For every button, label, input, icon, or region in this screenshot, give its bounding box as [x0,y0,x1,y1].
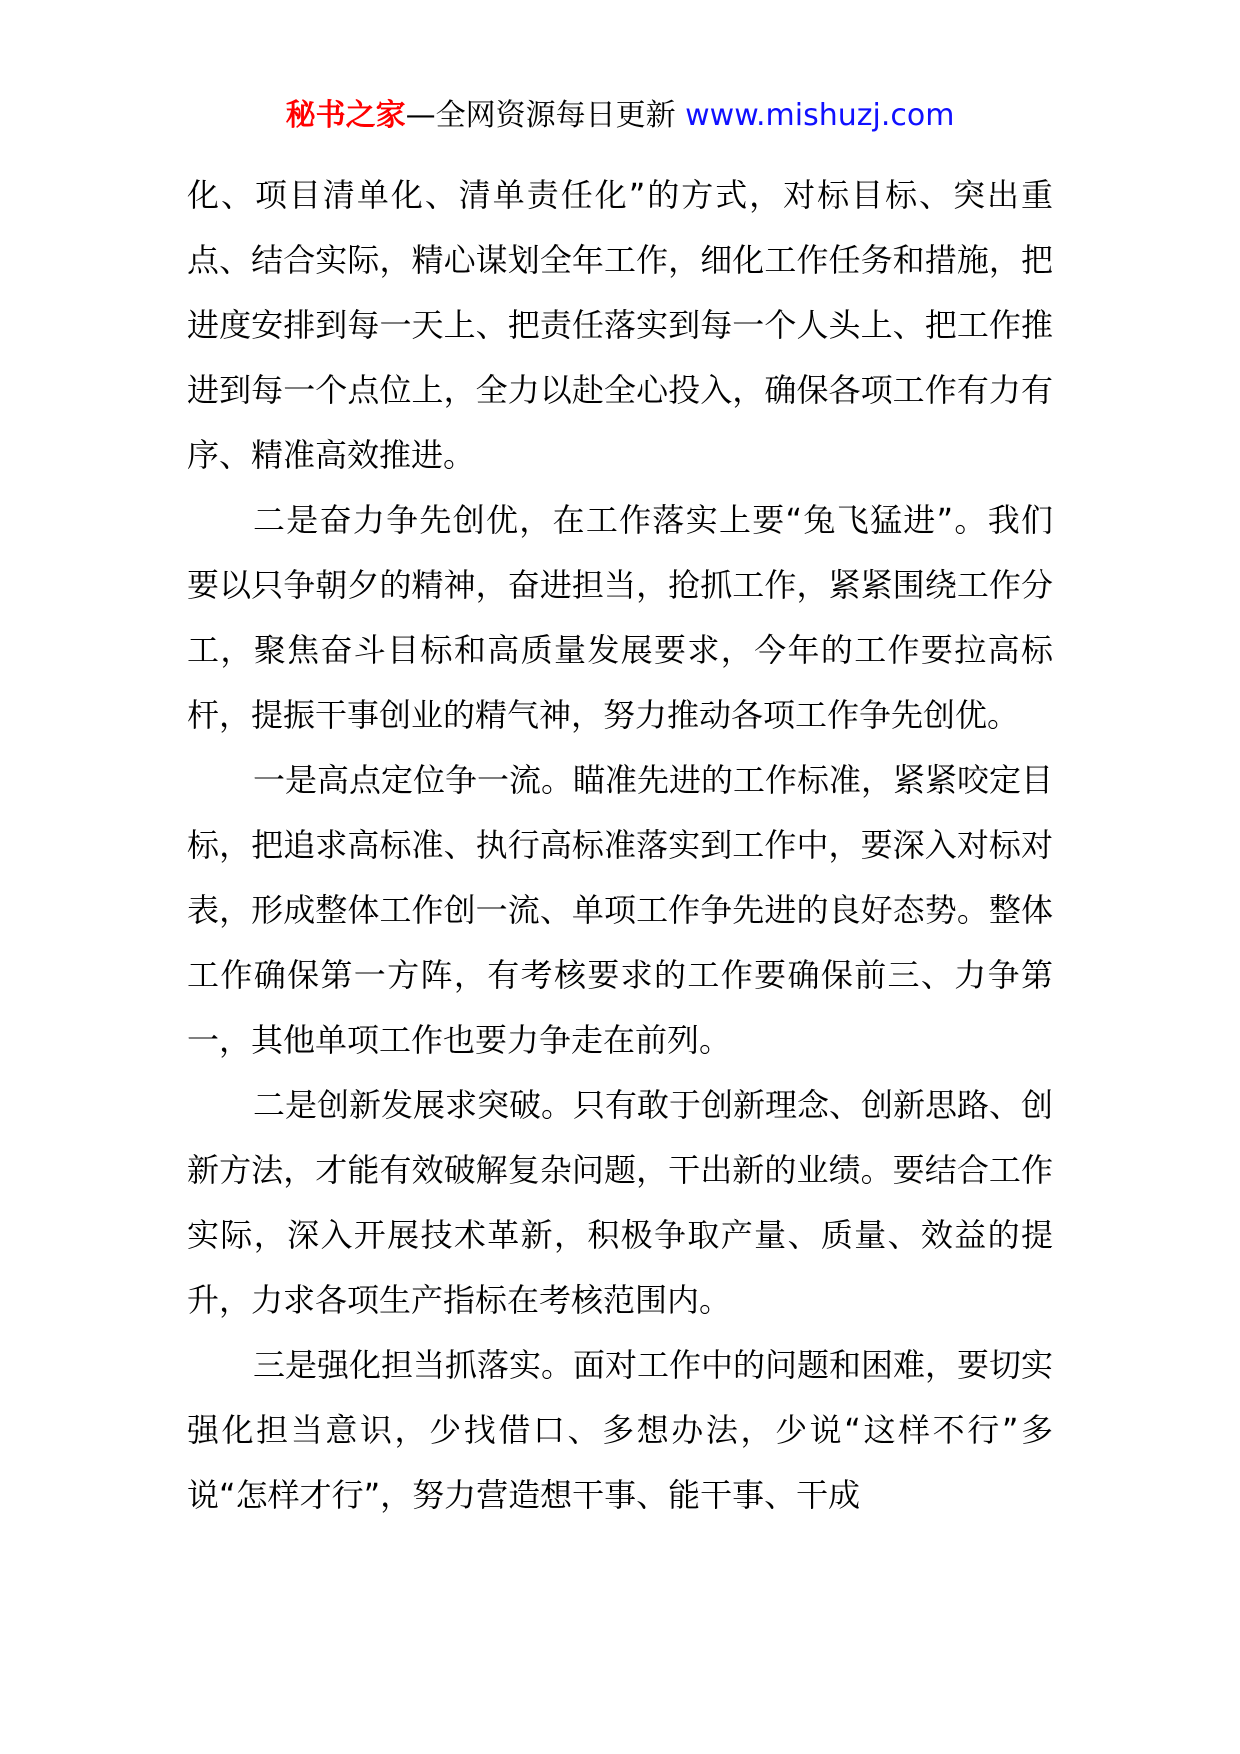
paragraph-point-2: 二是创新发展求突破。只有敢于创新理念、创新思路、创新方法，才能有效破解复杂问题，干出新的业绩。要结合工作实际，深入开展技术革新，积极争取产量、质量、效益的提升，力求各项生产指标在考核范围内。 [187,1086,1054,1319]
paragraph-point-3: 三是强化担当抓落实。面对工作中的问题和困难，要切实强化担当意识，少找借口、多想办法，少说“这样不行”多说“怎样才行”，努力营造想干事、能干事、干成 [187,1346,1054,1514]
page-header [0,96,1240,136]
paragraph-continuation: 化、项目清单化、清单责任化”的方式，对标目标、突出重点、结合实际，精心谋划全年工作，细化工作任务和措施，把进度安排到每一天上、把责任落实到每一个人头上、把工作推进到每一个点位上，全力以赴全心投入，确保各项工作有力有序、精准高效推进。 [187,176,1053,474]
header-tagline: —全网资源每日更新 [405,98,676,133]
document-body [187,163,1053,1528]
brand-name: 秘书之家 [285,98,406,133]
website-link[interactable]: www.mishuzj.com [685,98,955,133]
paragraph-point-1: 一是高点定位争一流。瞄准先进的工作标准，紧紧咬定目标，把追求高标准、执行高标准落实到工作中，要深入对标对表，形成整体工作创一流、单项工作争先进的良好态势。整体工作确保第一方阵，有考核要求的工作要确保前三、力争第一，其他单项工作也要力争走在前列。 [187,761,1054,1059]
paragraph-section-2: 二是奋力争先创优，在工作落实上要“兔飞猛进”。我们要以只争朝夕的精神，奋进担当，抢抓工作，紧紧围绕工作分工，聚焦奋斗目标和高质量发展要求，今年的工作要拉高标杆，提振干事创业的精气神，努力推动各项工作争先创优。 [187,501,1053,734]
